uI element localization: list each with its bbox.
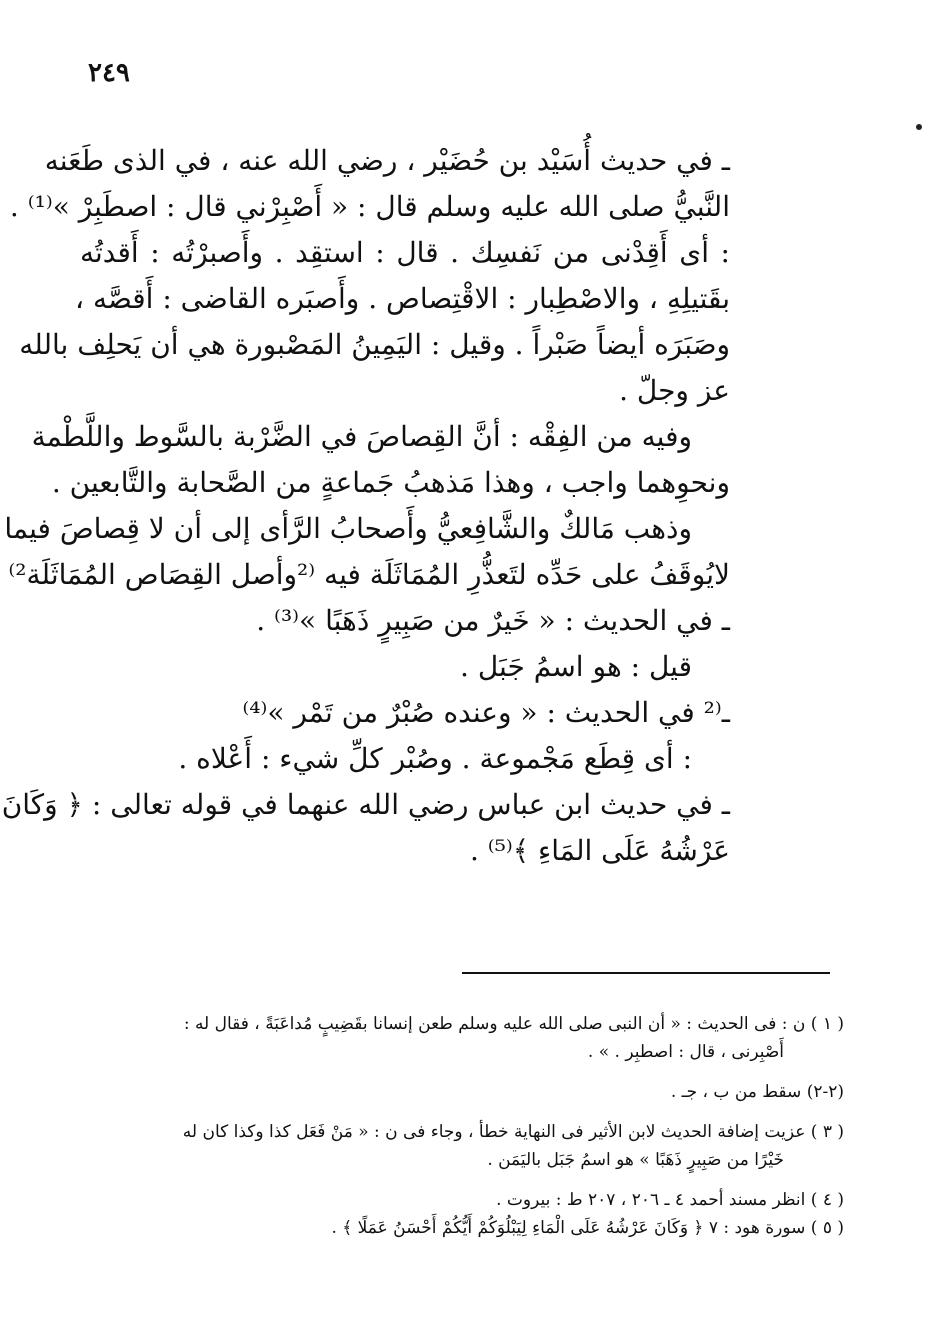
footnote-text: سورة هود : ٧ ﴿ وَكَانَ عَرْشُهُ عَلَى الْمَاءِ لِيَبْلُوَكُمْ أَيُّكُمْ أَحْسَنُ عَمَلًا ﴾ . <box>331 1218 806 1238</box>
body-line: بقَتيلِهِ ، والاصْطِبار : الاقْتِصاص . وأَصبَره القاضى : أَقصَّه ، <box>75 282 730 315</box>
body-line: عز وجلّ . <box>619 374 730 407</box>
body-line: ـ في الحديث : « خَيرٌ من صَبِيرٍ ذَهَبًا »⁽³⁾ . <box>256 604 730 637</box>
footnote-1-continuation: أَصْبِرنى ، قال : اصطبِر . » . <box>587 1042 784 1062</box>
footnote-marker: ( ٣ ) <box>810 1122 844 1142</box>
footnote-marker: ( ٤ ) <box>810 1190 844 1210</box>
body-line: ونحوِهما واجب ، وهذا مَذهبُ جَماعةٍ من الصَّحابة والتَّابعين . <box>51 466 730 499</box>
footnote-marker: ( ٥ ) <box>810 1218 844 1238</box>
body-line: : أى قِطَع مَجْموعة . وصُبْر كلِّ شيء : أَعْلاه . <box>178 742 692 775</box>
body-line: ـ في حديث ابن عباس رضي الله عنهما في قوله تعالى : ﴿ وَكَانَ <box>1 788 730 821</box>
body-line: وفيه من الفِقْه : أنَّ القِصاصَ في الضَّرْبة بالسَّوط واللَّطْمة <box>31 420 692 453</box>
footnote-marker: ( ١ ) <box>810 1014 844 1034</box>
footnote-text: ن : فى الحديث : « أن النبى صلى الله عليه وسلم طعن إنسانا بقَضِيبٍ مُداعَبَةً ، فقال له : <box>183 1014 806 1034</box>
body-line: وذهب مَالكٌ والشَّافِعيُّ وأَصحابُ الرَّأى إلى أن لا قِصاصَ فيما <box>4 512 692 545</box>
body-line: : أى أَقِدْنى من نَفسِك . قال : استقِد . وأَصبرْتُه : أَقدتُه <box>80 236 730 269</box>
footnote-4 <box>84 1186 844 1214</box>
body-line: لايُوقَفُ على حَدِّه لتَعذُّرِ المُمَاثَلَة فيه ⁽²وأصل القِصَاص المُمَاثَلَة²⁾ <box>8 558 730 591</box>
body-line: قيل : هو اسمُ جَبَل . <box>460 650 692 683</box>
footnote-3-continuation: خَيْرًا من صَبِيرٍ ذَهَبًا » هو اسمُ جَبَل باليَمَن . <box>487 1150 784 1170</box>
footnote-text: انظر مسند أحمد ٤ ـ ٢٠٦ ، ٢٠٧ ط : بيروت . <box>496 1190 806 1210</box>
body-line: النَّبيُّ صلى الله عليه وسلم قال : « أَصْبِرْني قال : اصطَبِرْ »⁽¹⁾ . <box>9 190 730 223</box>
body-line: ـ⁽² في الحديث : « وعنده صُبْرٌ من تَمْر »⁽⁴⁾ <box>242 696 730 729</box>
footnote-1 <box>84 1010 844 1038</box>
margin-mark <box>916 124 922 130</box>
main-text <box>1 138 730 874</box>
footnote-marker: (٢-٢) <box>806 1082 844 1102</box>
footnote-text: سقط من ب ، جـ . <box>670 1082 802 1102</box>
body-line: ـ في حديث أُسَيْد بن حُضَيْر ، رضي الله عنه ، في الذى طَعَنه <box>44 144 730 177</box>
footnotes <box>84 1010 844 1242</box>
footnote-text: عزيت إضافة الحديث لابن الأثير فى النهاية خطأ ، وجاء فى ن : « مَنْ فَعَل كذا وكذا كان له <box>182 1122 806 1142</box>
body-line: عَرْشُهُ عَلَى المَاءِ ﴾⁽⁵⁾ . <box>469 834 730 867</box>
footnote-separator <box>462 972 830 974</box>
footnote-5 <box>84 1214 844 1242</box>
body-line: وصَبَرَه أيضاً صَبْراً . وقيل : اليَمِينُ المَصْبورة هي أن يَحلِف بالله <box>19 328 730 361</box>
footnote-2 <box>84 1078 844 1106</box>
footnote-3 <box>84 1118 844 1146</box>
page-number: ٢٤٩ <box>88 58 130 88</box>
